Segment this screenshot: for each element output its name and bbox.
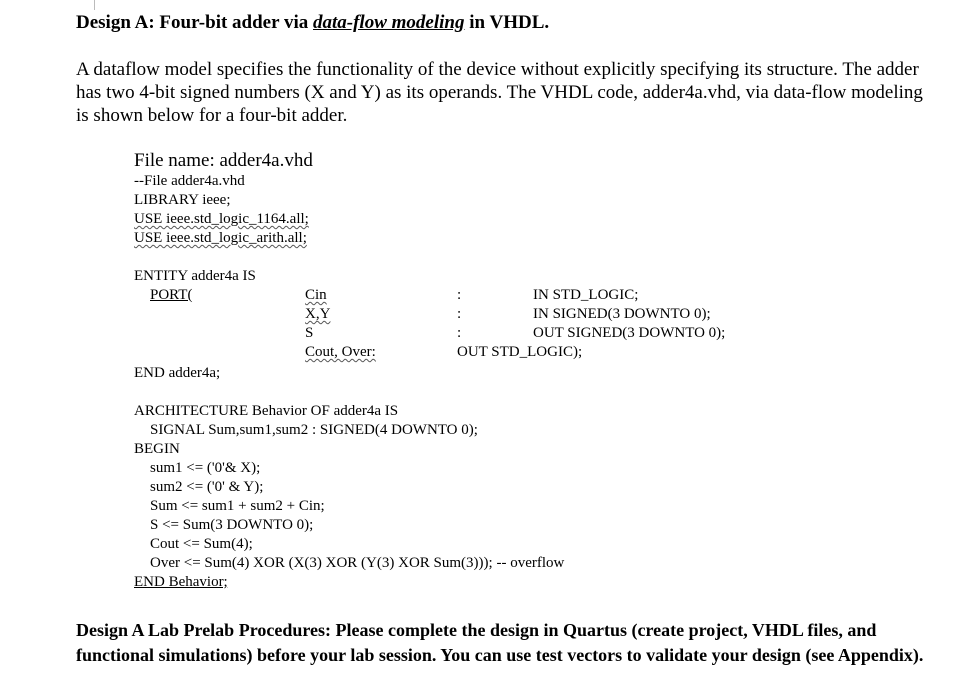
code-stmt-sum1: sum1 <= ('0'& X); <box>150 460 261 476</box>
code-stmt-over: Over <= Sum(4) XOR (X(3) XOR (Y(3) XOR Sum(3))); -- overflow <box>150 555 565 571</box>
code-architecture: ARCHITECTURE Behavior OF adder4a IS <box>134 403 399 419</box>
code-end-behavior: END Behavior; <box>134 574 228 590</box>
code-stmt-s: S <= Sum(3 DOWNTO 0); <box>150 517 314 533</box>
port-colon-s: : <box>457 325 462 341</box>
code-library: LIBRARY ieee; <box>134 192 231 208</box>
code-stmt-cout: Cout <= Sum(4); <box>150 536 253 552</box>
port-name-cin: Cin <box>305 287 327 303</box>
port-type-cin: IN STD_LOGIC; <box>533 287 639 303</box>
section-heading: Design A: Four-bit adder via data-flow modeling in VHDL. <box>76 12 550 33</box>
port-name-xy: X,Y <box>305 306 331 322</box>
code-use-1164: USE ieee.std_logic_1164.all; <box>134 211 309 227</box>
port-type-cout-over: OUT STD_LOGIC); <box>457 344 583 360</box>
page-edge-mark <box>94 0 95 10</box>
port-name-cout-over: Cout, Over: <box>305 344 376 360</box>
file-name-label: File name: adder4a.vhd <box>134 150 313 171</box>
code-entity: ENTITY adder4a IS <box>134 268 256 284</box>
code-end-entity: END adder4a; <box>134 365 221 381</box>
prelab-procedures: Design A Lab Prelab Procedures: Please complete the design in Quartus (create project, VHDL files, and functional simulations) before your lab session. You can use test vectors to validate your design (see Appendix). <box>76 620 924 665</box>
code-port: PORT( <box>150 287 193 303</box>
code-use-arith: USE ieee.std_logic_arith.all; <box>134 230 307 246</box>
port-type-s: OUT SIGNED(3 DOWNTO 0); <box>533 325 726 341</box>
port-colon-xy: : <box>457 306 462 322</box>
code-comment-file: --File adder4a.vhd <box>134 173 245 189</box>
code-stmt-sum2: sum2 <= ('0' & Y); <box>150 479 264 495</box>
code-stmt-sum: Sum <= sum1 + sum2 + Cin; <box>150 498 325 514</box>
port-type-xy: IN SIGNED(3 DOWNTO 0); <box>533 306 711 322</box>
intro-paragraph: A dataflow model specifies the functionality of the device without explicitly specifying its structure. The adder has two 4-bit signed numbers (X and Y) as its operands. The VHDL code, adder4a.vhd, via data-flow modeling is shown below for a four-bit adder. <box>76 59 923 126</box>
code-signal: SIGNAL Sum,sum1,sum2 : SIGNED(4 DOWNTO 0); <box>150 422 478 438</box>
port-colon-cin: : <box>457 287 462 303</box>
port-name-s: S <box>305 325 314 341</box>
code-begin: BEGIN <box>134 441 180 457</box>
